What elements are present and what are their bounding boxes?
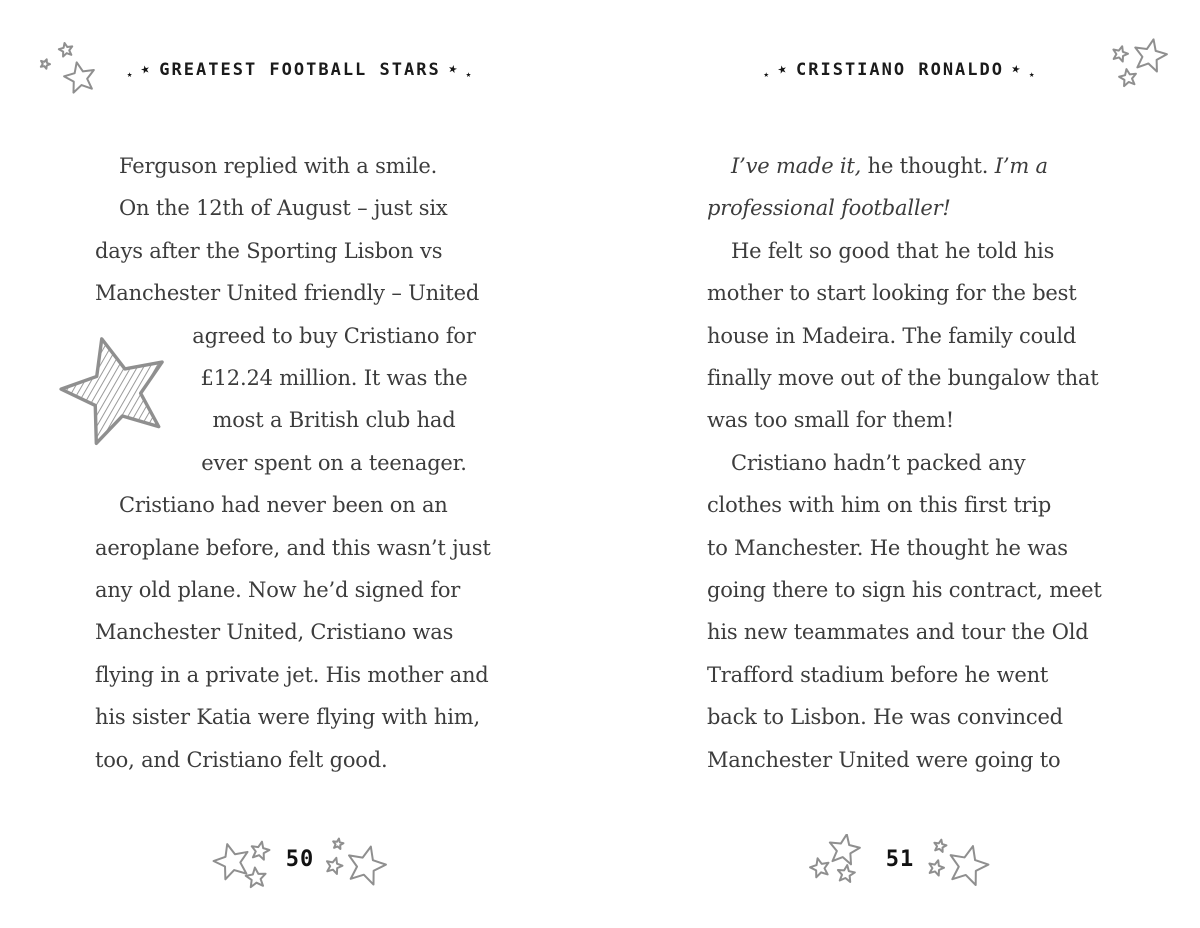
star-cluster-icon xyxy=(806,834,878,892)
text-line: most a British club had xyxy=(212,408,456,433)
star-ornament-icon: ★ xyxy=(465,69,474,80)
running-head-title: GREATEST FOOTBALL STARS xyxy=(159,60,441,80)
text-line: On the 12th of August – just six xyxy=(119,196,448,221)
text-line: his new teammates and tour the Old xyxy=(707,620,1089,645)
star-cluster-icon xyxy=(206,834,278,892)
star-cluster-icon xyxy=(1088,28,1188,138)
running-head-left xyxy=(0,57,600,80)
star-ornament-icon: ★ xyxy=(446,57,462,78)
text-line: He felt so good that he told his xyxy=(731,238,1055,263)
running-head-right xyxy=(600,57,1200,80)
text-line: Manchester United were going to xyxy=(707,747,1061,772)
text-line: aeroplane before, and this wasn’t just xyxy=(95,535,491,560)
text-line: Cristiano had never been on an xyxy=(119,493,448,518)
page-right xyxy=(600,0,1200,928)
text-line: too, and Cristiano felt good. xyxy=(95,747,388,772)
text-line: was too small for them! xyxy=(707,408,954,433)
star-cluster-icon xyxy=(322,834,394,892)
text-line: finally move out of the bungalow that xyxy=(707,366,1099,391)
text-line: £12.24 million. It was the xyxy=(200,366,468,391)
text-line: Manchester United friendly – United xyxy=(95,281,480,306)
text-line: Ferguson replied with a smile. xyxy=(119,154,438,178)
text-line: professional footballer! xyxy=(707,196,951,221)
page-footer-left xyxy=(0,834,600,892)
star-ornament-icon: ★ xyxy=(775,57,791,78)
text-line: going there to sign his contract, meet xyxy=(707,578,1102,603)
star-cluster-icon xyxy=(24,32,124,132)
text-line: mother to start looking for the best xyxy=(707,281,1077,306)
running-head-title: CRISTIANO RONALDO xyxy=(796,60,1004,80)
text-line: his sister Katia were flying with him, xyxy=(95,705,480,730)
text-line: Cristiano hadn’t packed any xyxy=(731,450,1026,475)
text-line: Manchester United, Cristiano was xyxy=(95,620,454,645)
star-ornament-icon: ★ xyxy=(763,69,771,80)
page-right-lines xyxy=(707,145,1107,781)
text-line: to Manchester. He thought he was xyxy=(707,535,1068,560)
star-ornament-icon: ★ xyxy=(126,69,135,80)
text-line: agreed to buy Cristiano for xyxy=(192,323,476,348)
text-line: house in Madeira. The family could xyxy=(707,323,1077,348)
star-ornament-icon: ★ xyxy=(1009,57,1025,78)
text-line: flying in a private jet. His mother and xyxy=(95,662,489,687)
text-line: ever spent on a teenager. xyxy=(201,450,467,475)
page-footer-right xyxy=(600,834,1200,892)
text-line: days after the Sporting Lisbon vs xyxy=(95,238,443,263)
page-number: 50 xyxy=(285,846,315,872)
text-line: any old plane. Now he’d signed for xyxy=(95,578,461,603)
text-line: clothes with him on this first trip xyxy=(707,493,1052,518)
star-cluster-icon xyxy=(922,834,994,892)
page-left-lines xyxy=(95,145,493,781)
star-ornament-icon: ★ xyxy=(1029,69,1037,80)
text-line: I’ve made it, he thought. I’m a xyxy=(731,154,1048,178)
page-number: 51 xyxy=(885,846,915,872)
text-line: back to Lisbon. He was convinced xyxy=(707,705,1063,730)
star-ornament-icon: ★ xyxy=(138,57,154,78)
text-line: Trafford stadium before he went xyxy=(707,662,1049,687)
